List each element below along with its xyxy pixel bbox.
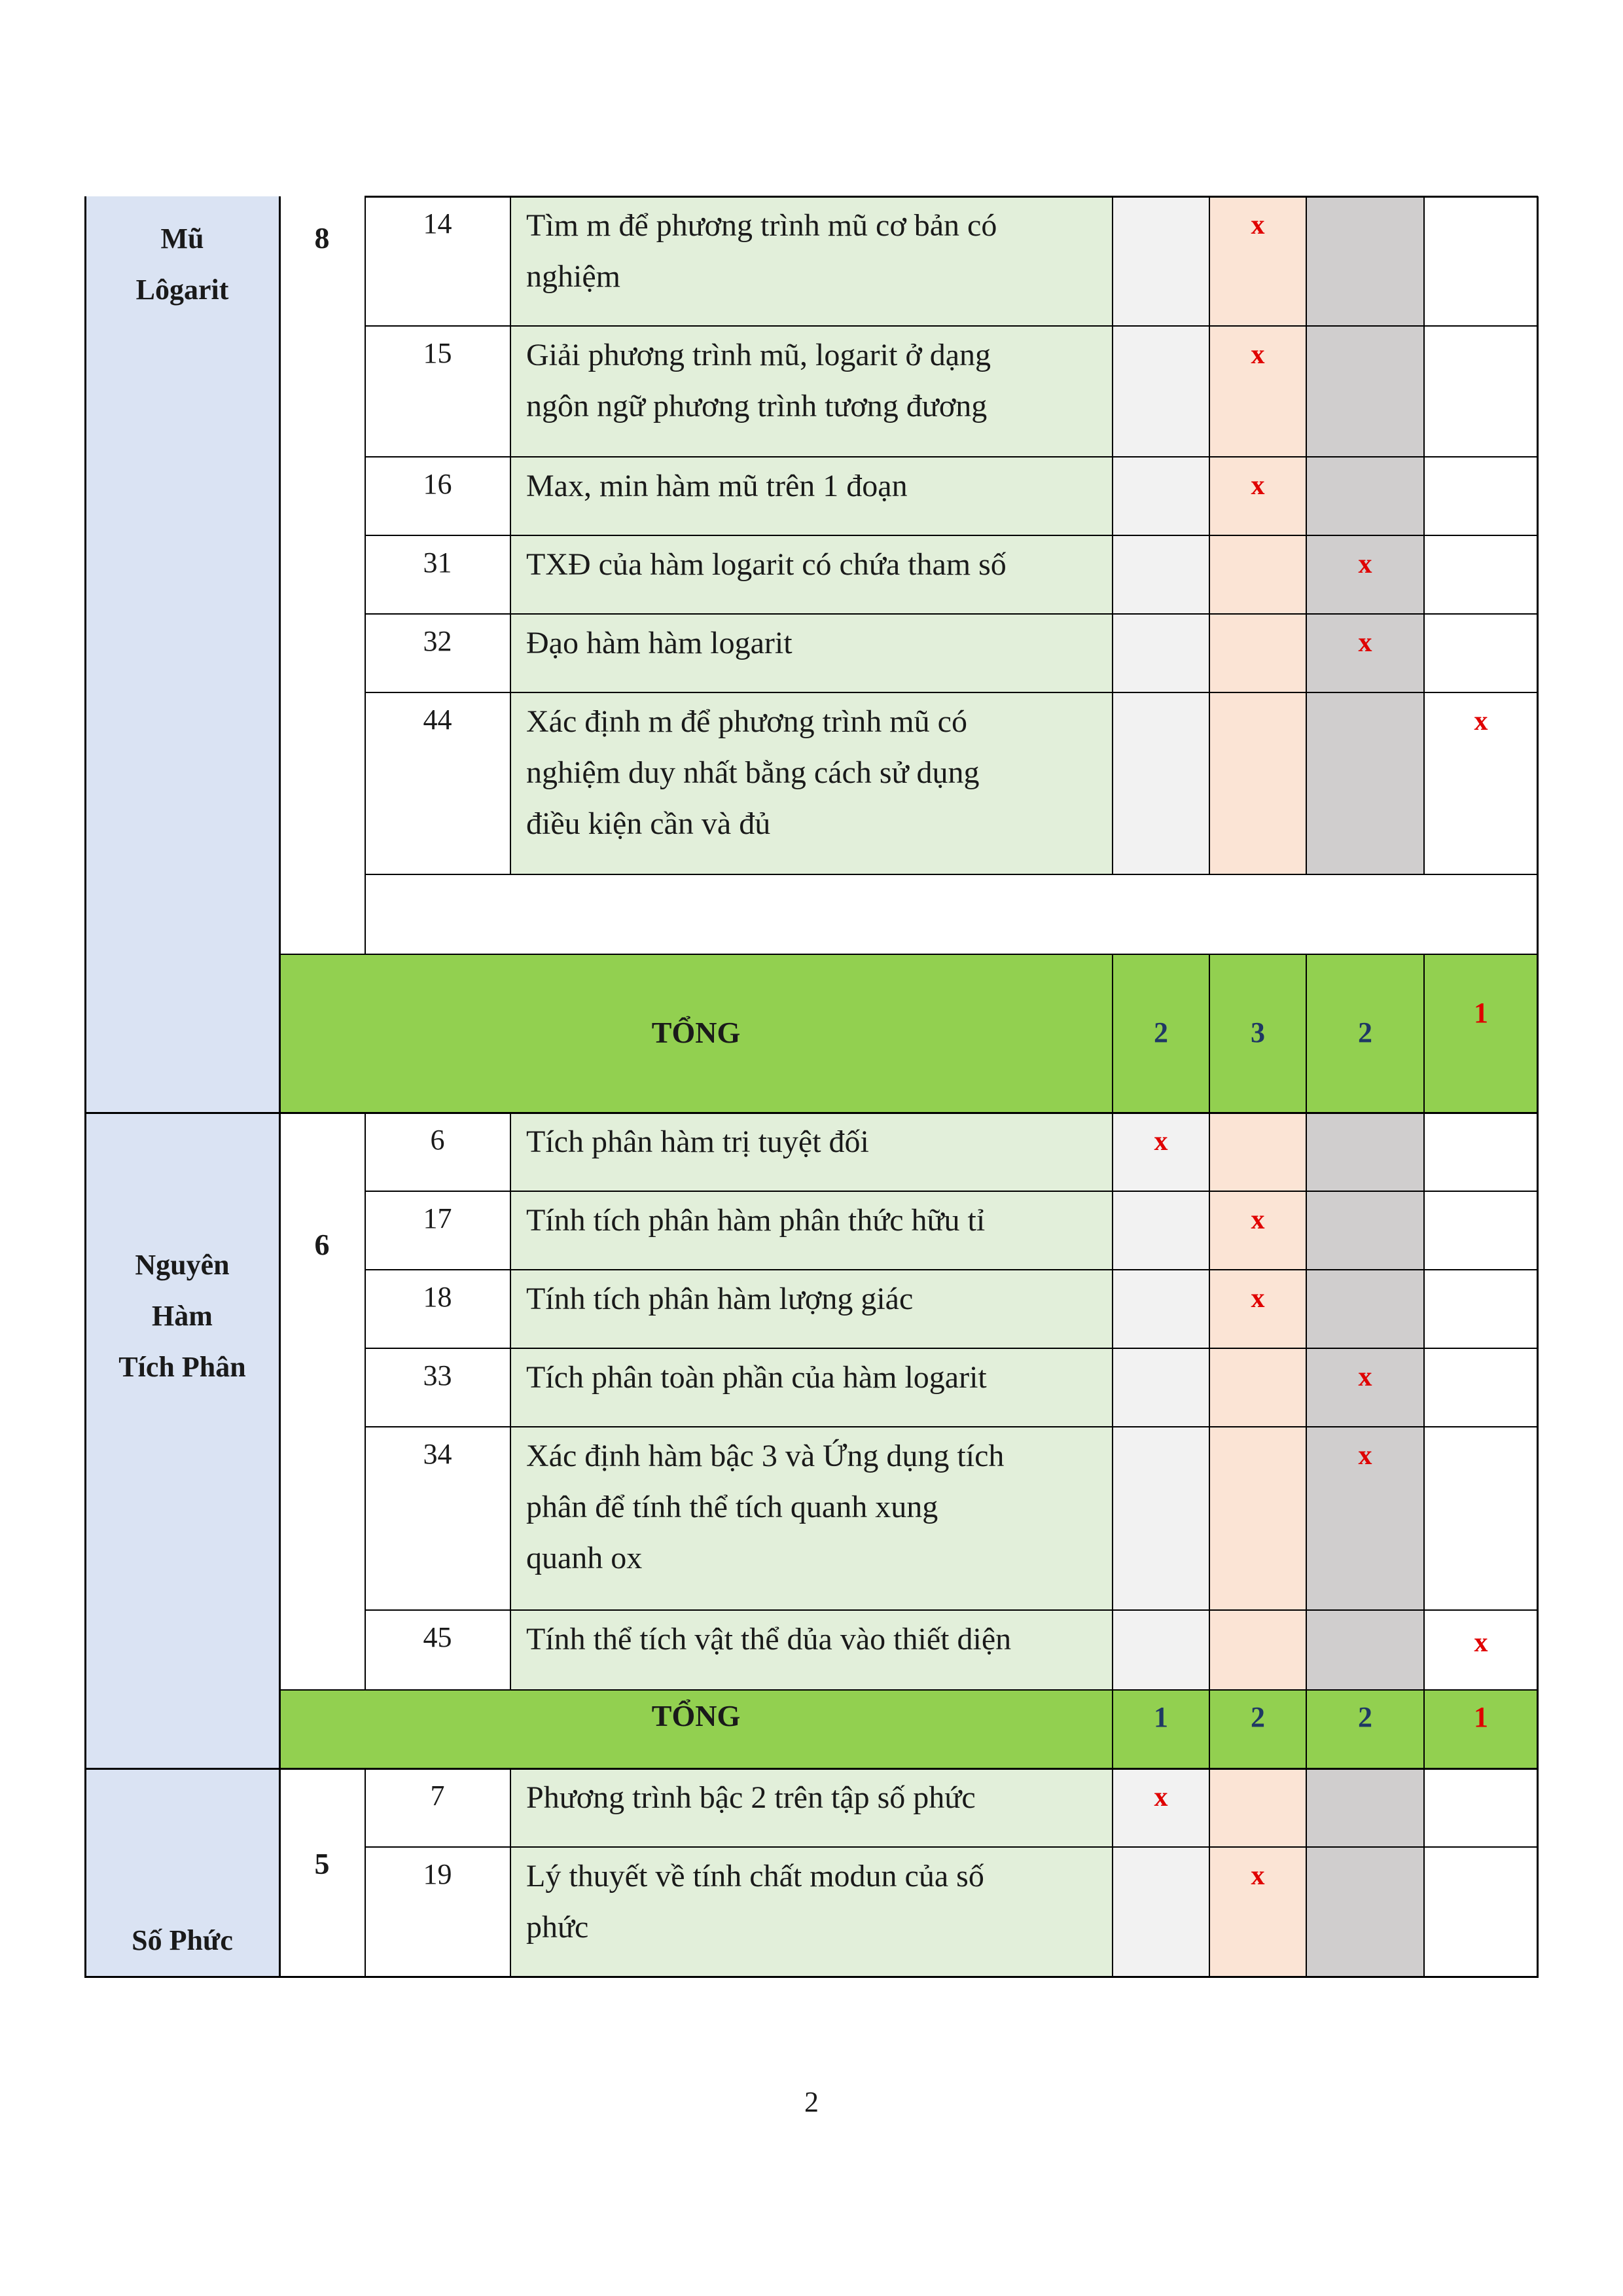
- question-description: Đạo hàm hàm logarit: [526, 626, 793, 660]
- table-row: [365, 1610, 510, 1690]
- question-description-cell: [510, 1768, 1113, 1847]
- topic-question-count: 5: [314, 1847, 330, 1880]
- page-number: 2: [804, 2086, 819, 2118]
- question-number: 19: [423, 1858, 452, 1890]
- question-description-cell: [510, 535, 1113, 614]
- question-number: 31: [423, 547, 452, 579]
- level2-mark-cell: [1209, 1191, 1306, 1270]
- topic-cell-integral: [85, 1113, 279, 1768]
- level-mark: x: [1251, 1861, 1265, 1891]
- question-number: 14: [423, 207, 452, 240]
- total-value: 1: [1474, 997, 1488, 1029]
- question-description: TXĐ của hàm logarit có chứa tham số: [526, 547, 1007, 582]
- level4-mark-cell: [1424, 692, 1538, 874]
- total-value: 2: [1358, 1016, 1372, 1049]
- question-description: Giải phương trình mũ, logarit ở dạng ngôn ngữ phương trình tương đương: [526, 338, 991, 423]
- question-description: Phương trình bậc 2 trên tập số phức: [526, 1780, 976, 1815]
- table-row: [365, 1270, 510, 1348]
- total-cell-level1: [1113, 1690, 1209, 1768]
- question-description: Max, min hàm mũ trên 1 đoạn: [526, 469, 908, 503]
- level2-mark-cell: [1209, 1847, 1306, 1977]
- total-cell-level4: [1424, 1690, 1538, 1768]
- question-description-cell: [510, 692, 1113, 874]
- question-description-cell: [510, 1610, 1113, 1690]
- table-row: [365, 1847, 510, 1977]
- level-mark: x: [1474, 706, 1488, 736]
- level2-mark-cell: [1209, 196, 1306, 326]
- table-row: [365, 196, 510, 326]
- question-number: 15: [423, 337, 452, 369]
- question-number: 18: [423, 1281, 452, 1313]
- question-description-cell: [510, 1113, 1113, 1191]
- question-number: 32: [423, 625, 452, 657]
- question-description-cell: [510, 1191, 1113, 1270]
- total-cell-level4: [1424, 954, 1538, 1113]
- topic-question-count: 8: [314, 221, 330, 255]
- question-description-cell: [510, 326, 1113, 457]
- level1-mark-cell: [1113, 1768, 1209, 1847]
- question-description: Lý thuyết về tính chất modun của số phức: [526, 1859, 984, 1945]
- table-row: [365, 535, 510, 614]
- table-row: [365, 1768, 510, 1847]
- table-row: [365, 1113, 510, 1191]
- question-description-cell: [510, 457, 1113, 535]
- question-number: 33: [423, 1359, 452, 1391]
- level-mark: x: [1154, 1782, 1168, 1812]
- question-description-cell: [510, 1847, 1113, 1977]
- level2-mark-cell: [1209, 457, 1306, 535]
- question-number: 45: [423, 1621, 452, 1653]
- total-value: 2: [1251, 1701, 1265, 1733]
- question-description: Tích phân toàn phần của hàm logarit: [526, 1360, 987, 1395]
- level-mark: x: [1358, 628, 1372, 658]
- level-mark: x: [1358, 549, 1372, 579]
- table-row: [365, 692, 510, 874]
- question-description: Xác định m để phương trình mũ có nghiệm duy nhất bằng cách sử dụng điều kiện cần và đủ: [526, 704, 980, 841]
- level-mark: x: [1251, 210, 1265, 240]
- level3-mark-cell: [1306, 614, 1424, 692]
- total-value: 2: [1358, 1701, 1372, 1733]
- level-mark: x: [1251, 340, 1265, 370]
- table-row: [365, 1427, 510, 1610]
- level-mark: x: [1474, 1628, 1488, 1658]
- table-row: [365, 1348, 510, 1427]
- total-cell-level3: [1306, 954, 1424, 1113]
- level-mark: x: [1251, 471, 1265, 501]
- question-number: 44: [423, 704, 452, 736]
- topic-name: Mũ Lôgarit: [135, 223, 229, 306]
- table-row: [365, 614, 510, 692]
- total-value: 3: [1251, 1016, 1265, 1049]
- level3-mark-cell: [1306, 535, 1424, 614]
- level1-mark-cell: [1113, 1113, 1209, 1191]
- level-mark: x: [1358, 1362, 1372, 1392]
- level3-mark-cell: [1306, 1427, 1424, 1610]
- question-description: Xác định hàm bậc 3 và Ứng dụng tích phân để tính thể tích quanh xung quanh ox: [526, 1439, 1005, 1575]
- total-cell-level3: [1306, 1690, 1424, 1768]
- question-number: 17: [423, 1202, 452, 1234]
- total-value: 2: [1154, 1016, 1168, 1049]
- question-description: Tính tích phân hàm phân thức hữu tỉ: [526, 1203, 986, 1238]
- question-description: Tính tích phân hàm lượng giác: [526, 1282, 914, 1316]
- question-description-cell: [510, 1348, 1113, 1427]
- level4-mark-cell: [1424, 1610, 1538, 1690]
- topic-question-count: 6: [314, 1228, 330, 1261]
- table-row: [365, 1191, 510, 1270]
- question-description-cell: [510, 1270, 1113, 1348]
- question-description-cell: [510, 1427, 1113, 1610]
- total-label: TỔNG: [651, 1016, 741, 1049]
- topic-cell-exponential: [85, 196, 279, 1113]
- total-cell-level1: [1113, 954, 1209, 1113]
- level2-mark-cell: [1209, 1270, 1306, 1348]
- question-description: Tích phân hàm trị tuyệt đối: [526, 1124, 869, 1159]
- level-mark: x: [1251, 1205, 1265, 1235]
- topic-name: Số Phức: [132, 1924, 233, 1956]
- total-label: TỔNG: [651, 1699, 741, 1732]
- total-value: 1: [1474, 1701, 1488, 1733]
- question-number: 16: [423, 468, 452, 500]
- level3-fill-3: [1306, 1768, 1424, 1977]
- question-description-cell: [510, 614, 1113, 692]
- total-cell-level2: [1209, 954, 1306, 1113]
- table-border-left: [84, 196, 86, 1978]
- question-description-cell: [510, 196, 1113, 326]
- question-description: Tính thể tích vật thể dủa vào thiết diện: [526, 1622, 1012, 1657]
- level-mark: x: [1251, 1283, 1265, 1314]
- question-number: 7: [430, 1780, 445, 1812]
- question-number: 34: [423, 1438, 452, 1470]
- level-mark: x: [1154, 1126, 1168, 1157]
- table-row: [365, 326, 510, 457]
- total-cell-level2: [1209, 1690, 1306, 1768]
- total-value: 1: [1154, 1701, 1168, 1733]
- topic-name: Nguyên Hàm Tích Phân: [118, 1249, 246, 1383]
- table-row: [365, 457, 510, 535]
- level2-mark-cell: [1209, 326, 1306, 457]
- question-description: Tìm m để phương trình mũ cơ bản có nghiệm: [526, 208, 997, 294]
- question-number: 6: [430, 1124, 445, 1156]
- level3-mark-cell: [1306, 1348, 1424, 1427]
- level-mark: x: [1358, 1441, 1372, 1471]
- level1-fill-2: [1113, 1113, 1209, 1690]
